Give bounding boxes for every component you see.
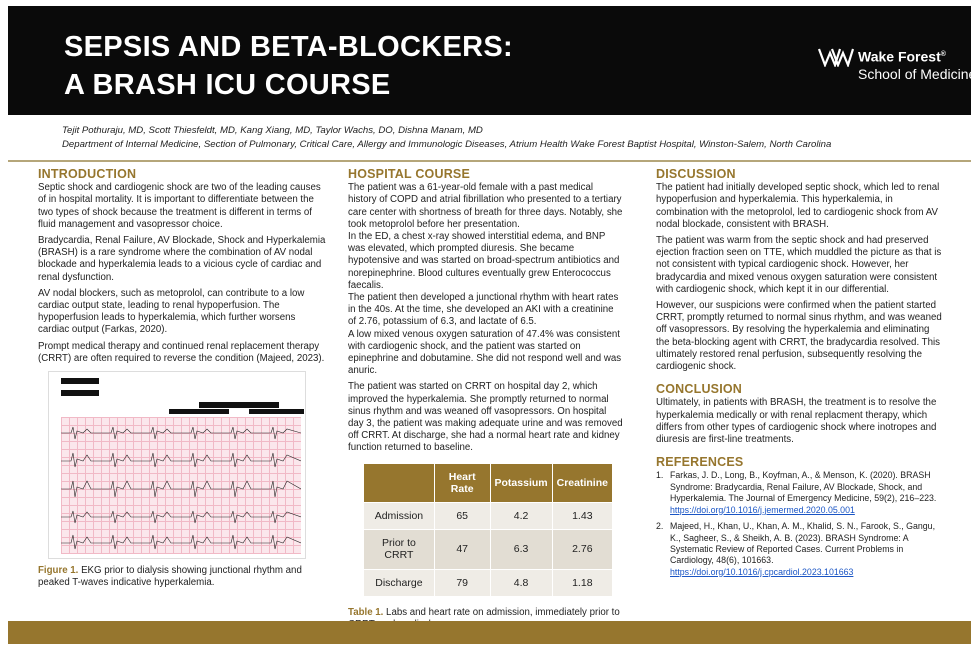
table-caption-text: Labs and heart rate on admission, immediately prior to [386, 606, 620, 618]
author-affiliation: Department of Internal Medicine, Section of Pulmonary, Critical Care, Allergy and Immunologic Diseases, Atrium Health Wake Forest Baptist Hospital, Winston-Salem, North Carolina [62, 139, 832, 150]
table-cell: 1.18 [552, 569, 612, 596]
introduction-heading: INTRODUCTION [38, 167, 137, 181]
table-cell: 6.3 [490, 530, 552, 569]
reference-number: 2. [656, 521, 664, 532]
table-header-cell: Potassium [490, 463, 552, 502]
course-paragraph: A low mixed venous oxygen saturation of 47.4% was consistent with cardiogenic shock, and the patient was started on epinephrine and dobutamine. She did not respond well and was anuric. [348, 328, 622, 377]
reference-doi-link[interactable]: https://doi.org/10.1016/j.jemermed.2020.05.001 [670, 504, 855, 515]
conclusion-heading: CONCLUSION [656, 382, 743, 397]
table-row [364, 569, 613, 596]
reference-item [656, 470, 942, 516]
table-cell: Prior to CRRT [364, 530, 435, 569]
poster-title [64, 28, 513, 104]
discussion-paragraph: The patient had initially developed septic shock, which led to renal hypoperfusion and hyperkalemia. This hyperkalemia, in combination with the metoprolol, led to cardiogenic shock from AV nodal blockade, consistent with BRASH. [656, 182, 940, 230]
course-paragraph: The patient then developed a junctional rhythm with heart rates in the 40s. At the time, she developed an AKI with a creatinine of 2.76, potassium of 6.3, and lactate of 6.5. [348, 292, 619, 328]
intro-paragraph: Septic shock and cardiogenic shock are two of the leading causes of in hospital mortality. It is important to differentiate between the two types of shock because the treatment is different in terms of fluid management and vasopressor choice. [38, 182, 321, 230]
intro-paragraph: Bradycardia, Renal Failure, AV Blockade, Shock and Hyperkalemia (BRASH) is a rare syndrome where the combination of AV nodal blockade and hyperkalemia leads to a vicious cycle of cardiac and renal dysfunction. [38, 235, 326, 283]
table-cell: 47 [434, 530, 490, 569]
discussion-heading: DISCUSSION [656, 167, 736, 181]
table-cell: 65 [434, 503, 490, 530]
figure-label: Figure 1. [38, 565, 79, 577]
column-hospital-course [348, 168, 623, 631]
title-banner [8, 6, 977, 115]
redaction-bar [61, 390, 99, 396]
wake-forest-w-icon [818, 47, 854, 67]
table-row [364, 530, 613, 569]
logo-subtitle: School of Medicine [858, 65, 977, 82]
table-header-cell: Creatinine [552, 463, 612, 502]
author-block [62, 124, 831, 152]
discussion-paragraph: However, our suspicions were confirmed when the patient started CRRT, promptly returned to normal sinus rhythm, and was weaned off vasopressors. By resolving the hyperkalemia and eliminating the beta-blocking agent with CRRT, the bradycardia resolved. This ultimately restored renal perfusion, subsequently resolving the cardiogenic shock. [656, 300, 942, 373]
references-heading: REFERENCES [656, 455, 744, 470]
table-cell: 4.8 [490, 569, 552, 596]
reference-number: 1. [656, 470, 664, 481]
table-cell: Discharge [364, 569, 435, 596]
ekg-lead-trace [61, 535, 301, 549]
ekg-lead-trace [61, 427, 301, 439]
header-divider [8, 160, 971, 162]
table-header-cell [364, 463, 435, 502]
title-line-2: A BRASH ICU COURSE [64, 69, 391, 101]
discussion-paragraph: The patient was warm from the septic shock and had preserved ejection fraction seen on TTE, which muddled the picture as that is not consistent with typical cardiogenic shock. However, her bradycardia and mixed venous oxygen saturation were consistent with cardiogenic shock, which kept it in our differential. [656, 235, 942, 295]
labs-table [363, 463, 613, 597]
conclusion-paragraph: Ultimately, in patients with BRASH, the treatment is to resolve the hyperkalemia medically or with renal replacment therapy, which differs from other types of cardiogenic shock where inotropes and diuresis are first-line treatments. [656, 397, 937, 446]
reference-item [656, 521, 942, 578]
table-cell: 2.76 [552, 530, 612, 569]
reference-text: Majeed, H., Khan, U., Khan, A. M., Khalid, S. N., Farook, S., Gangu, K., Sagheer, S., & Sheikh, A. B. (2023). BRASH Syndrome: A Systematic Review of Reported Cases. Current Problems in Cardiology, 48(6), 101663. [670, 521, 936, 566]
reference-text: Farkas, J. D., Long, B., Koyfman, A., & Menson, K. (2020). BRASH Syndrome: Bradycardia, Renal Failure, AV Blockade, Shock, and Hyperkalemia. The Journal of Emergency Medicine, 59(2), 216–223. [670, 470, 937, 504]
hospital-course-heading: HOSPITAL COURSE [348, 167, 470, 181]
ekg-lead-trace [61, 453, 301, 467]
redaction-bar [61, 378, 99, 384]
ekg-figure [48, 371, 306, 559]
ekg-tracing [61, 417, 301, 554]
logo-name: Wake Forest [858, 48, 941, 65]
ekg-lead-trace [61, 481, 301, 497]
table-label: Table 1. [348, 606, 384, 618]
logo-registered-mark: ® [940, 51, 946, 58]
reference-doi-link[interactable]: https://doi.org/10.1016/j.cpcardiol.2023.101663 [670, 566, 854, 577]
column-discussion [656, 168, 942, 583]
ekg-lead-trace [61, 511, 301, 523]
institution-logo [818, 46, 976, 83]
table-cell: 79 [434, 569, 490, 596]
footer-band [8, 621, 971, 644]
table-cell: 4.2 [490, 503, 552, 530]
title-line-1: SEPSIS AND BETA-BLOCKERS: [64, 31, 513, 63]
table-header-row [364, 463, 613, 502]
course-paragraph: In the ED, a chest x-ray showed interstitial edema, and BNP was elevated, which prompted diuresis. She became hypotensive and was started on broad-spectrum antibiotics and norepinephrine. Blood cultures eventually grew Enterococcus faecalis. [348, 231, 620, 291]
redaction-bar [169, 409, 229, 414]
course-paragraph: The patient was a 61-year-old female with a past medical history of COPD and atrial fibrillation who presented to a tertiary care center with shortness of breath for three days. Notably, she took metoprolol before her presentation. [348, 182, 623, 230]
column-introduction [38, 168, 328, 589]
table-header-cell: Heart Rate [434, 463, 490, 502]
intro-paragraph: Prompt medical therapy and continued renal replacement therapy (CRRT) are often required to reverse the condition (Majeed, 2023). [38, 340, 325, 364]
figure-caption [38, 565, 328, 589]
reference-list [656, 470, 942, 578]
redaction-bar [249, 409, 304, 414]
redaction-bar [199, 402, 279, 408]
course-paragraph: The patient was started on CRRT on hospital day 2, which improved the hyperkalemia. She promptly returned to normal sinus rhythm and was weaned off vasopressors. On hospital day 3, the patient was making adequate urine and was removed off CRRT. At discharge, she had a normal heart rate and kidney function returned to baseline. [348, 381, 623, 454]
author-names: Tejit Pothuraju, MD, Scott Thiesfeldt, MD, Kang Xiang, MD, Taylor Wachs, DO, Dishna Manam, MD [62, 125, 483, 136]
table-cell: Admission [364, 503, 435, 530]
table-cell: 1.43 [552, 503, 612, 530]
table-row [364, 503, 613, 530]
figure-caption-text: EKG prior to dialysis showing junctional rhythm and peaked T-waves indicative hyperkalemia. [38, 565, 302, 589]
intro-paragraph: AV nodal blockers, such as metoprolol, can contribute to a low cardiac output state, leading to renal hypoperfusion. The hypoperfusion leads to hyperkalemia, which further worsens cardiac output (Farkas, 2020). [38, 287, 305, 336]
